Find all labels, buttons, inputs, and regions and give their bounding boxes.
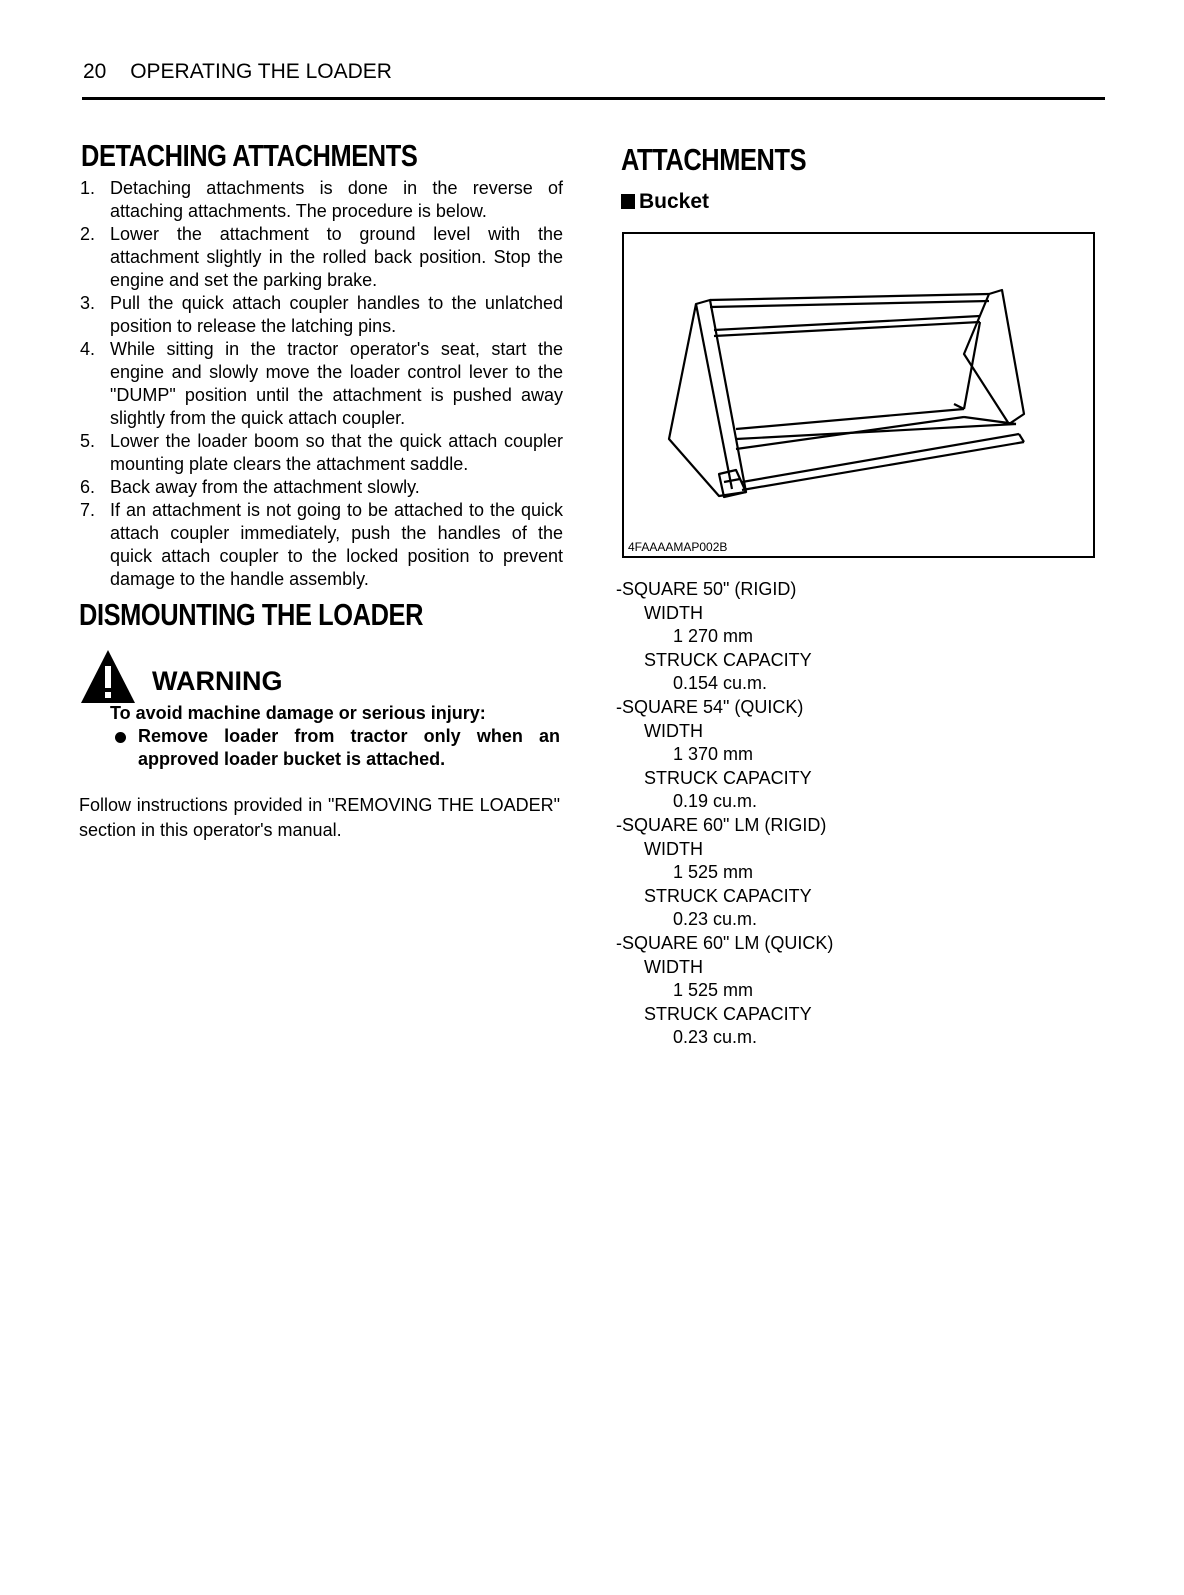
list-item: [80, 177, 563, 223]
spec-capacity-value: 0.23 cu.m.: [673, 1027, 758, 1048]
list-item: [80, 476, 563, 499]
step-text: Lower the loader boom so that the quick attach coupler mounting plate clears the attachment saddle.: [110, 431, 563, 474]
square-bullet-icon: [621, 194, 635, 209]
dismounting-heading: DISMOUNTING THE LOADER: [79, 597, 424, 632]
warning-bullet-text: Remove loader from tractor only when an approved loader bucket is attached.: [138, 726, 560, 769]
bucket-figure: [622, 232, 1095, 558]
spec-width-label: WIDTH: [644, 720, 703, 741]
step-text: If an attachment is not going to be attached to the quick attach coupler immediately, push the handles of the quick attach coupler to the locked position to prevent damage to the handle assembly.: [110, 500, 563, 589]
spec-capacity-value: 0.19 cu.m.: [673, 791, 758, 812]
step-number: 3.: [80, 293, 96, 313]
step-text: While sitting in the tractor operator's seat, start the engine and slowly move the loader control lever to the "DUMP" position until the attachment is pushed away slightly from the quick attach coupler.: [110, 339, 563, 428]
list-item: [80, 430, 563, 476]
spec-width-value: 1 525 mm: [673, 862, 754, 883]
spec-name: -SQUARE 50" (RIGID): [616, 579, 797, 599]
dismounting-instructions: Follow instructions provided in "REMOVING THE LOADER" section in this operator's manual.: [79, 795, 560, 840]
step-text: Lower the attachment to ground level with the attachment slightly in the rolled back position. Stop the engine and set the parking brake.: [110, 224, 563, 290]
spec-name: -SQUARE 54" (QUICK): [616, 696, 804, 717]
warning-title: WARNING: [152, 666, 283, 696]
step-text: Pull the quick attach coupler handles to the unlatched position to release the latching pins.: [110, 293, 563, 336]
bullet-icon: [115, 732, 126, 743]
spec-name: -SQUARE 60" LM (RIGID): [616, 814, 827, 835]
bucket-illustration: [624, 234, 1095, 558]
step-text: Back away from the attachment slowly.: [110, 477, 420, 497]
list-item: [80, 292, 563, 338]
detaching-steps: [80, 177, 563, 591]
section-title: OPERATING THE LOADER: [130, 60, 392, 83]
bucket-subheading: [621, 190, 709, 214]
list-item: [80, 338, 563, 430]
list-item: [80, 499, 563, 591]
spec-capacity-label: STRUCK CAPACITY: [644, 885, 812, 906]
spec-width-label: WIDTH: [644, 602, 703, 623]
spec-width-label: WIDTH: [644, 838, 703, 859]
step-number: 2.: [80, 224, 96, 244]
warning-body: [110, 702, 560, 771]
page-header: [83, 60, 392, 84]
spec-capacity-label: STRUCK CAPACITY: [644, 1003, 812, 1024]
list-item: [80, 223, 563, 292]
spec-capacity-value: 0.154 cu.m.: [673, 673, 768, 694]
bucket-specs: [616, 578, 833, 1050]
detaching-heading: DETACHING ATTACHMENTS: [81, 138, 418, 173]
warning-bullet: [110, 725, 560, 771]
figure-code: 4FAAAAMAP002B: [628, 540, 728, 554]
step-number: 1.: [80, 178, 96, 198]
spec-width-value: 1 370 mm: [673, 744, 754, 765]
step-number: 4.: [80, 339, 96, 359]
spec-width-value: 1 525 mm: [673, 980, 754, 1001]
bucket-subheading-text: Bucket: [639, 190, 710, 213]
warning-lead: To avoid machine damage or serious injury:: [110, 703, 486, 723]
spec-capacity-label: STRUCK CAPACITY: [644, 649, 812, 670]
spec-capacity-value: 0.23 cu.m.: [673, 909, 758, 930]
warning-triangle-icon: [80, 648, 144, 706]
step-number: 7.: [80, 500, 96, 520]
spec-width-label: WIDTH: [644, 956, 703, 977]
spec-width-value: 1 270 mm: [673, 626, 754, 647]
attachments-heading: ATTACHMENTS: [621, 142, 807, 177]
header-rule: [82, 97, 1105, 100]
spec-name: -SQUARE 60" LM (QUICK): [616, 932, 834, 953]
step-number: 5.: [80, 431, 96, 451]
spec-capacity-label: STRUCK CAPACITY: [644, 767, 812, 788]
step-text: Detaching attachments is done in the reverse of attaching attachments. The procedure is below.: [110, 178, 563, 221]
page-number: 20: [83, 60, 107, 83]
step-number: 6.: [80, 477, 96, 497]
